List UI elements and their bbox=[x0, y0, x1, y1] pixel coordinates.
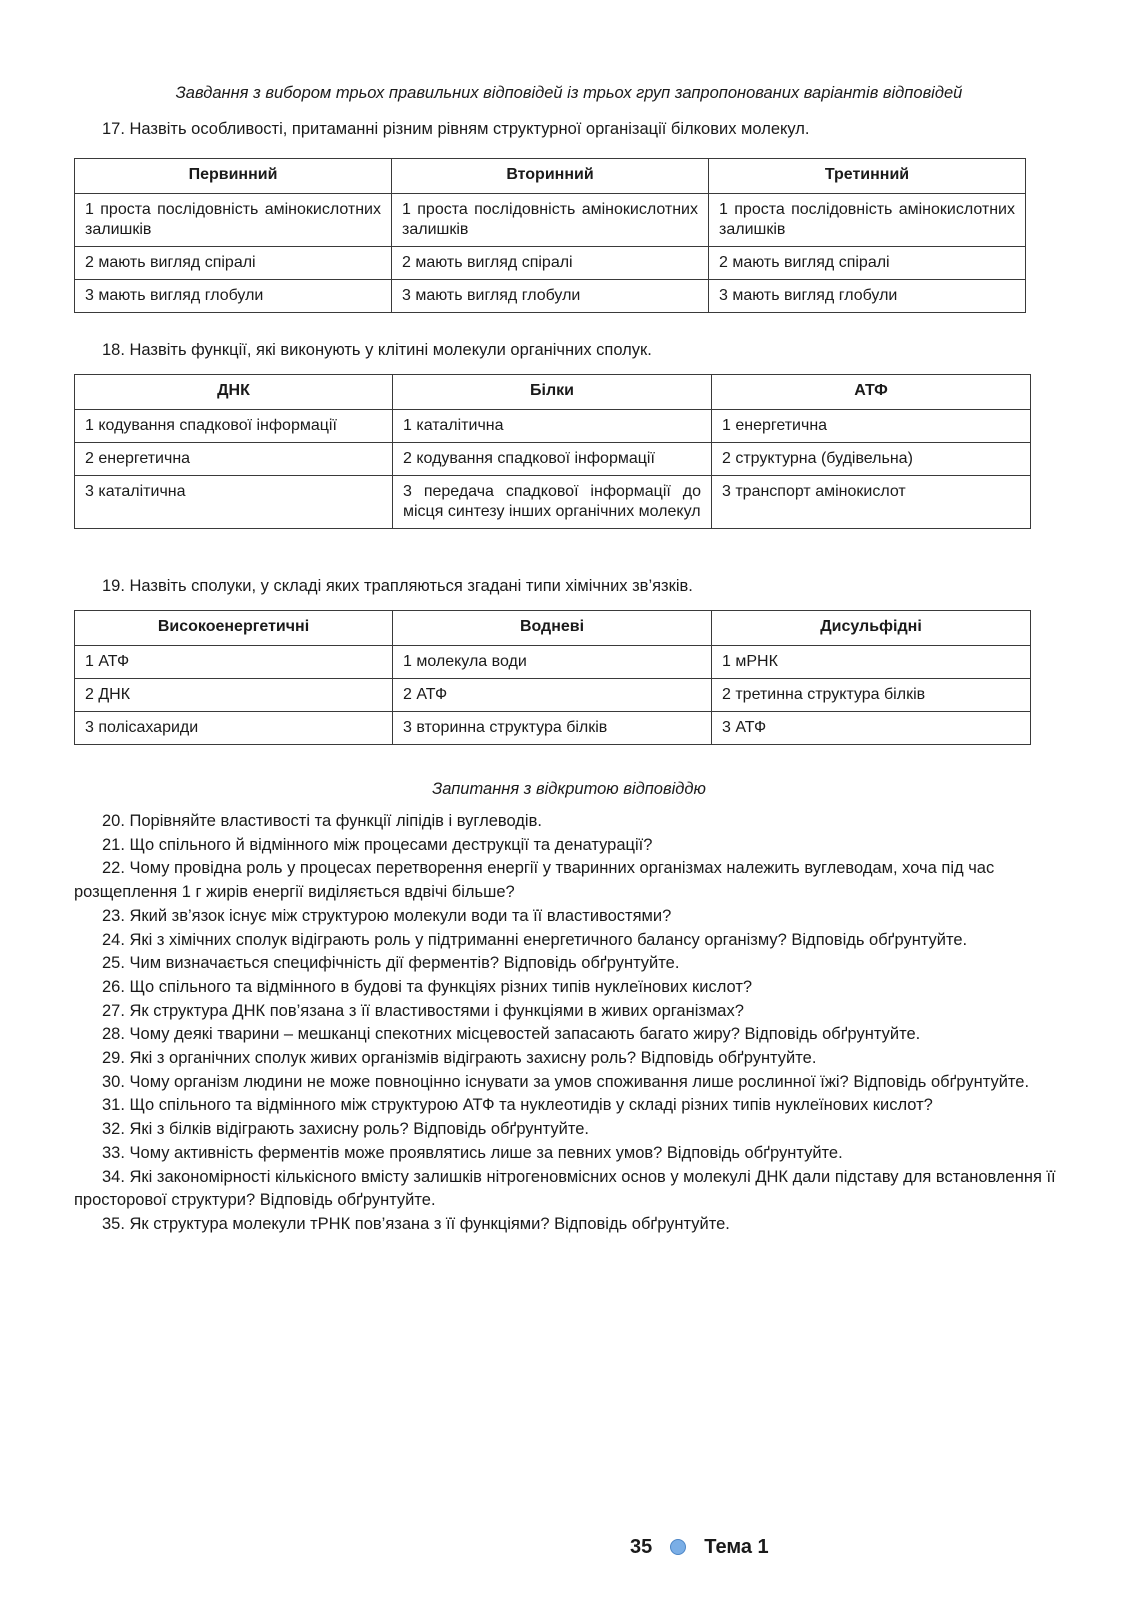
table-cell: 1 каталітична bbox=[393, 410, 712, 443]
table-cell: 2 мають вигляд спіралі bbox=[392, 247, 709, 280]
table-cell: 2 кодування спадкової інформації bbox=[393, 443, 712, 476]
open-question: 29. Які з органічних сполук живих організмів відіграють захисну роль? Відповідь обґрунтуйте. bbox=[102, 1049, 817, 1068]
table-cell: 1 мРНК bbox=[712, 646, 1031, 679]
open-question: 28. Чому деякі тварини – мешканці спекотних місцевостей запасають багато жиру? Відповідь обґрунтуйте. bbox=[102, 1025, 921, 1044]
topic-label: Тема 1 bbox=[704, 1535, 769, 1558]
open-question: 21. Що спільного й відмінного між процесами деструкції та денатурації? bbox=[102, 835, 653, 854]
table-cell: 1 проста послідовність амінокислотних залишків bbox=[392, 194, 709, 247]
open-question: 24. Які з хімічних сполук відіграють роль у підтриманні енергетичного балансу організму? Відповідь обґрунтуйте. bbox=[102, 930, 968, 949]
table-cell: 1 молекула води bbox=[393, 646, 712, 679]
page-footer bbox=[630, 1534, 769, 1560]
open-question: 20. Порівняйте властивості та функції ліпідів і вуглеводів. bbox=[102, 812, 542, 830]
table-cell: 3 передача спадкової інформації до місця синтезу інших органічних молекул bbox=[393, 476, 712, 529]
table-cell: 2 ДНК bbox=[75, 679, 393, 712]
header-cell: АТФ bbox=[712, 375, 1031, 410]
table-row bbox=[75, 443, 1031, 476]
table-header-row bbox=[75, 375, 1031, 410]
header-cell: Первинний bbox=[75, 159, 392, 194]
open-question: 22. Чому провідна роль у процесах перетворення енергії у тваринних організмах належить вуглеводам, хоча під час розщеплення 1 г жирів енергії виділяється вдвічі більше? bbox=[74, 859, 995, 902]
header-cell: ДНК bbox=[75, 375, 393, 410]
table-header-row bbox=[75, 159, 1026, 194]
header-cell: Водневі bbox=[393, 611, 712, 646]
table-q19 bbox=[74, 610, 1031, 745]
table-q17 bbox=[74, 158, 1026, 313]
table-row bbox=[75, 679, 1031, 712]
open-question: 32. Які з білків відіграють захисну роль? Відповідь обґрунтуйте. bbox=[102, 1120, 590, 1139]
open-question: 35. Як структура молекули тРНК пов’язана з її функціями? Відповідь обґрунтуйте. bbox=[102, 1214, 730, 1233]
table-cell: 2 мають вигляд спіралі bbox=[75, 247, 392, 280]
table-cell: 2 енергетична bbox=[75, 443, 393, 476]
table-row bbox=[75, 280, 1026, 313]
table-cell: 3 мають вигляд глобули bbox=[709, 280, 1026, 313]
page-number: 35 bbox=[630, 1535, 653, 1558]
table-row bbox=[75, 476, 1031, 529]
open-question: 33. Чому активність ферментів може проявлятись лише за певних умов? Відповідь обґрунтуйте. bbox=[102, 1143, 843, 1162]
table-row bbox=[75, 194, 1026, 247]
open-question: 25. Чим визначається специфічність дії ферментів? Відповідь обґрунтуйте. bbox=[102, 954, 680, 973]
table-row bbox=[75, 712, 1031, 745]
open-question: 27. Як структура ДНК пов’язана з її властивостями і функціями в живих організмах? bbox=[102, 1001, 744, 1020]
question-17: 17. Назвіть особливості, притаманні різним рівням структурної організації білкових молекул. bbox=[102, 120, 810, 138]
table-header-row bbox=[75, 611, 1031, 646]
table-q18 bbox=[74, 374, 1031, 529]
table-cell: 3 полісахариди bbox=[75, 712, 393, 745]
task-heading: Завдання з вибором трьох правильних відповідей із трьох груп запропонованих варіантів відповідей bbox=[175, 84, 963, 102]
question-18: 18. Назвіть функції, які виконують у клітині молекули органічних сполук. bbox=[102, 341, 652, 359]
open-question: 34. Які закономірності кількісного вмісту залишків нітрогеновмісних основ у молекулі ДНК дали підставу для встановлення її просторової структури? Відповідь обґрунтуйте. bbox=[74, 1167, 1056, 1210]
table-row bbox=[75, 410, 1031, 443]
table-cell: 1 проста послідовність амінокислотних залишків bbox=[709, 194, 1026, 247]
open-question: 23. Який зв’язок існує між структурою молекули води та її властивостями? bbox=[102, 906, 672, 925]
bullet-dot-icon bbox=[670, 1539, 686, 1555]
table-cell: 1 АТФ bbox=[75, 646, 393, 679]
question-19: 19. Назвіть сполуки, у складі яких трапляються згадані типи хімічних зв’язків. bbox=[102, 577, 693, 595]
open-questions-heading: Запитання з відкритою відповіддю bbox=[432, 780, 706, 798]
open-question: 26. Що спільного та відмінного в будові та функціях різних типів нуклеїнових кислот? bbox=[102, 977, 753, 996]
table-cell: 2 третинна структура білків bbox=[712, 679, 1031, 712]
open-question: 31. Що спільного та відмінного між структурою АТФ та нуклеотидів у складі різних типів нуклеїнових кислот? bbox=[102, 1096, 933, 1115]
table-cell: 1 кодування спадкової інформації bbox=[75, 410, 393, 443]
header-cell: Білки bbox=[393, 375, 712, 410]
open-question: 30. Чому організм людини не може повноцінно існувати за умов споживання лише рослинної їжі? Відповідь обґрунтуйте. bbox=[102, 1072, 1030, 1091]
table-cell: 3 АТФ bbox=[712, 712, 1031, 745]
table-cell: 2 АТФ bbox=[393, 679, 712, 712]
open-questions-list bbox=[74, 810, 1064, 1237]
table-cell: 1 енергетична bbox=[712, 410, 1031, 443]
table-cell: 3 мають вигляд глобули bbox=[392, 280, 709, 313]
table-cell: 2 мають вигляд спіралі bbox=[709, 247, 1026, 280]
header-cell: Вторинний bbox=[392, 159, 709, 194]
table-row bbox=[75, 247, 1026, 280]
header-cell: Третинний bbox=[709, 159, 1026, 194]
header-cell: Дисульфідні bbox=[712, 611, 1031, 646]
header-cell: Високоенергетичні bbox=[75, 611, 393, 646]
table-cell: 2 структурна (будівельна) bbox=[712, 443, 1031, 476]
table-cell: 3 каталітична bbox=[75, 476, 393, 529]
table-cell: 3 мають вигляд глобули bbox=[75, 280, 392, 313]
table-row bbox=[75, 646, 1031, 679]
table-cell: 3 вторинна структура білків bbox=[393, 712, 712, 745]
table-cell: 1 проста послідовність амінокислотних залишків bbox=[75, 194, 392, 247]
table-cell: 3 транспорт амінокислот bbox=[712, 476, 1031, 529]
